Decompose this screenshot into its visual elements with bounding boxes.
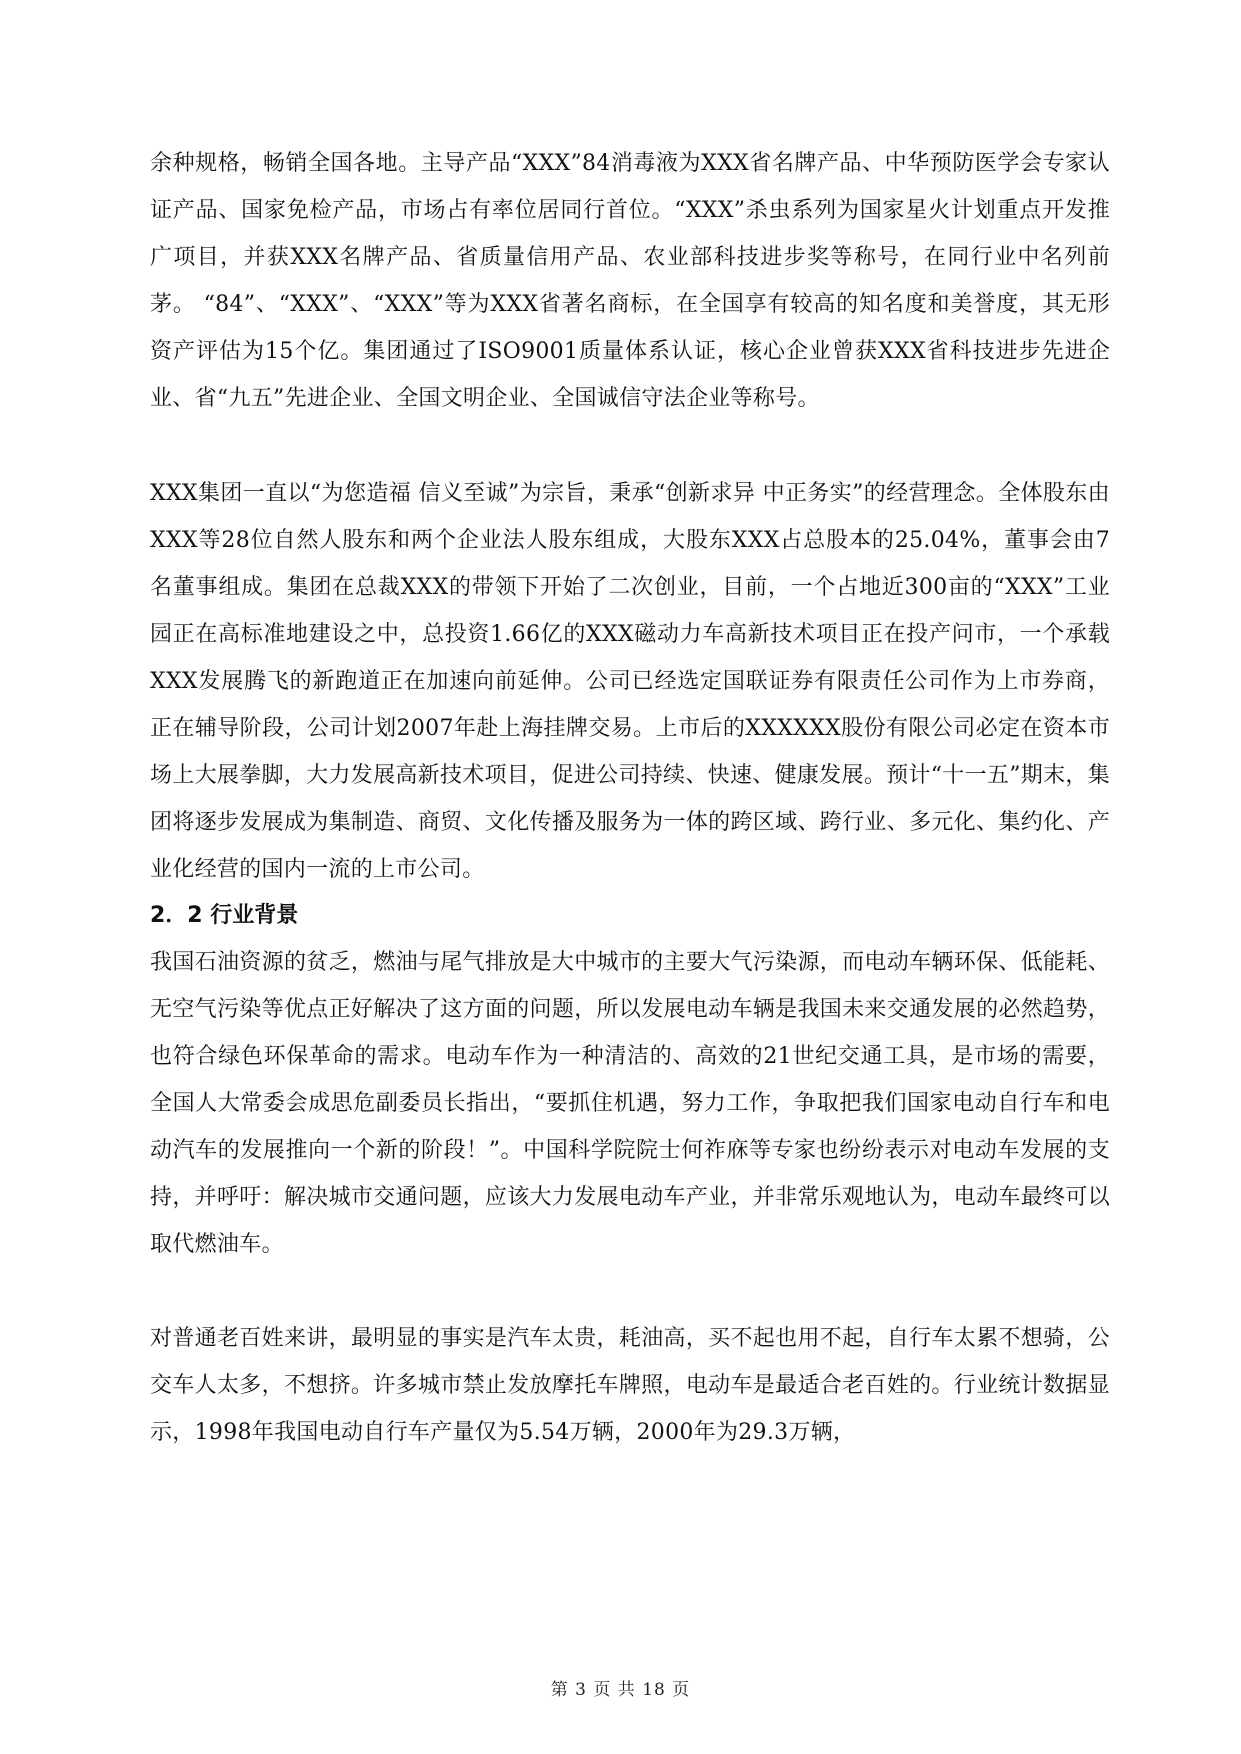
paragraph-industry-statistics: 对普通老百姓来讲，最明显的事实是汽车太贵，耗油高，买不起也用不起，自行车太累不想骑，公交车人太多，不想挤。许多城市禁止发放摩托车牌照，电动车是最适合老百姓的。行业统计数据显示，1998年我国电动自行车产量仅为5.54万辆，2000年为29.3万辆， [150,1326,1110,1445]
paragraph-company-philosophy: XXX集团一直以“为您造福 信义至诚”为宗旨，秉承“创新求异 中正务实”的经营理念。全体股东由XXX等28位自然人股东和两个企业法人股东组成，大股东XXX占总股本的25.04%，董事会由7名董事组成。集团在总裁XXX的带领下开始了二次创业，目前，一个占地近300亩的“XXX”工业园正在高标准地建设之中，总投资1.66亿的XXX磁动力车高新技术项目正在投产问市，一个承载XXX发展腾飞的新跑道正在加速向前延伸。公司已经选定国联证券有限责任公司作为上市券商，正在辅导阶段，公司计划2007年赴上海挂牌交易。上市后的XXXXXX股份有限公司必定在资本市场上大展拳脚，大力发展高新技术项目，促进公司持续、快速、健康发展。预计“十一五”期末，集团将逐步发展成为集制造、商贸、文化传播及服务为一体的跨区域、跨行业、多元化、集约化、产业化经营的国内一流的上市公司。 [150,481,1110,882]
paragraph-company-products: 余种规格，畅销全国各地。主导产品“XXX”84消毒液为XXX省名牌产品、中华预防医学会专家认证产品、国家免检产品，市场占有率位居同行首位。“XXX”杀虫系列为国家星火计划重点开发推广项目，并获XXX名牌产品、省质量信用产品、农业部科技进步奖等称号，在同行业中名列前茅。 “84”、“XXX”、“XXX”等为XXX省著名商标，在全国享有较高的知名度和美誉度，其无形资产评估为15个亿。集团通过了ISO9001质量体系认证，核心企业曾获XXX省科技进步先进企业、省“九五”先进企业、全国文明企业、全国诚信守法企业等称号。 [150,151,1110,411]
page-footer-number: 第 3 页 共 18 页 [550,1680,691,1700]
section-heading-industry-background: 2．2 行业背景 [150,903,299,928]
paragraph-industry-ev-trend: 我国石油资源的贫乏，燃油与尾气排放是大中城市的主要大气污染源，而电动车辆环保、低能耗、无空气污染等优点正好解决了这方面的问题，所以发展电动车辆是我国未来交通发展的必然趋势，也符合绿色环保革命的需求。电动车作为一种清洁的、高效的21世纪交通工具，是市场的需要，全国人大常委会成思危副委员长指出，“要抓住机遇，努力工作，争取把我们国家电动自行车和电动汽车的发展推向一个新的阶段！”。中国科学院院士何祚庥等专家也纷纷表示对电动车发展的支持，并呼吁：解决城市交通问题，应该大力发展电动车产业，并非常乐观地认为，电动车最终可以取代燃油车。 [150,950,1110,1257]
document-page [150,140,1110,1456]
